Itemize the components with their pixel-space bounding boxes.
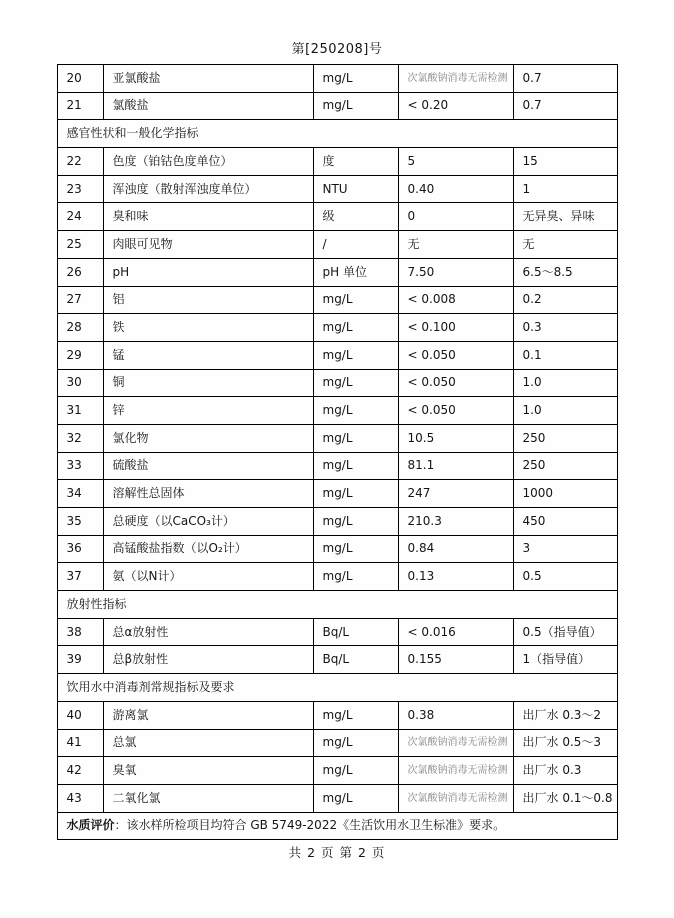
table-row bbox=[57, 784, 617, 812]
parameter-name-cell: 肉眼可见物 bbox=[103, 231, 313, 259]
table-row bbox=[57, 148, 617, 176]
value-cell: 5 bbox=[398, 148, 513, 176]
table-row bbox=[57, 618, 617, 646]
table-row bbox=[57, 92, 617, 120]
limit-cell: 0.2 bbox=[513, 286, 617, 314]
unit-cell: mg/L bbox=[313, 341, 398, 369]
value-cell: 7.50 bbox=[398, 258, 513, 286]
unit-cell: Bq/L bbox=[313, 618, 398, 646]
row-number-cell: 25 bbox=[57, 231, 103, 259]
limit-cell: 1 bbox=[513, 175, 617, 203]
row-number-cell: 28 bbox=[57, 314, 103, 342]
table-row bbox=[57, 341, 617, 369]
row-number-cell: 34 bbox=[57, 480, 103, 508]
table-row bbox=[57, 757, 617, 785]
row-number-cell: 35 bbox=[57, 508, 103, 536]
parameter-name-cell: 氨（以N计） bbox=[103, 563, 313, 591]
unit-cell: mg/L bbox=[313, 286, 398, 314]
table-row bbox=[57, 535, 617, 563]
parameter-name-cell: 色度（铂钴色度单位） bbox=[103, 148, 313, 176]
limit-cell: 250 bbox=[513, 424, 617, 452]
parameter-name-cell: 总氯 bbox=[103, 729, 313, 757]
unit-cell: mg/L bbox=[313, 729, 398, 757]
unit-cell: mg/L bbox=[313, 314, 398, 342]
unit-cell: mg/L bbox=[313, 369, 398, 397]
value-cell: 247 bbox=[398, 480, 513, 508]
limit-cell: 0.5（指导值） bbox=[513, 618, 617, 646]
table-row bbox=[57, 286, 617, 314]
unit-cell: mg/L bbox=[313, 397, 398, 425]
value-cell: 0.84 bbox=[398, 535, 513, 563]
table-row bbox=[57, 701, 617, 729]
limit-cell: 0.7 bbox=[513, 92, 617, 120]
value-cell: 次氯酸钠消毒无需检测 bbox=[398, 65, 513, 93]
table-row bbox=[57, 369, 617, 397]
row-number-cell: 23 bbox=[57, 175, 103, 203]
parameter-name-cell: 总β放射性 bbox=[103, 646, 313, 674]
limit-cell: 1（指导值） bbox=[513, 646, 617, 674]
limit-cell: 15 bbox=[513, 148, 617, 176]
table-row bbox=[57, 231, 617, 259]
limit-cell: 0.7 bbox=[513, 65, 617, 93]
row-number-cell: 27 bbox=[57, 286, 103, 314]
row-number-cell: 38 bbox=[57, 618, 103, 646]
table-row bbox=[57, 65, 617, 93]
table-row bbox=[57, 480, 617, 508]
table-row bbox=[57, 258, 617, 286]
section-header-row bbox=[57, 120, 617, 148]
value-cell: 0.38 bbox=[398, 701, 513, 729]
limit-cell: 6.5～8.5 bbox=[513, 258, 617, 286]
value-cell: 次氯酸钠消毒无需检测 bbox=[398, 784, 513, 812]
value-cell: < 0.050 bbox=[398, 341, 513, 369]
unit-cell: mg/L bbox=[313, 535, 398, 563]
limit-cell: 250 bbox=[513, 452, 617, 480]
parameter-name-cell: 亚氯酸盐 bbox=[103, 65, 313, 93]
table-row bbox=[57, 646, 617, 674]
table-row bbox=[57, 452, 617, 480]
row-number-cell: 22 bbox=[57, 148, 103, 176]
evaluation-cell bbox=[57, 812, 617, 840]
evaluation-label: 水质评价 bbox=[66, 818, 115, 833]
table-row bbox=[57, 729, 617, 757]
row-number-cell: 26 bbox=[57, 258, 103, 286]
limit-cell: 无 bbox=[513, 231, 617, 259]
limit-cell: 0.1 bbox=[513, 341, 617, 369]
parameter-name-cell: 氯化物 bbox=[103, 424, 313, 452]
unit-cell: Bq/L bbox=[313, 646, 398, 674]
unit-cell: mg/L bbox=[313, 757, 398, 785]
row-number-cell: 39 bbox=[57, 646, 103, 674]
table-row bbox=[57, 175, 617, 203]
results-table-body bbox=[57, 65, 617, 813]
unit-cell: / bbox=[313, 231, 398, 259]
water-quality-table bbox=[57, 64, 618, 840]
section-header-cell: 放射性指标 bbox=[57, 591, 617, 619]
table-row bbox=[57, 203, 617, 231]
unit-cell: mg/L bbox=[313, 92, 398, 120]
row-number-cell: 31 bbox=[57, 397, 103, 425]
value-cell: 0.40 bbox=[398, 175, 513, 203]
row-number-cell: 36 bbox=[57, 535, 103, 563]
parameter-name-cell: 硫酸盐 bbox=[103, 452, 313, 480]
section-header-cell: 饮用水中消毒剂常规指标及要求 bbox=[57, 674, 617, 702]
limit-cell: 1.0 bbox=[513, 397, 617, 425]
parameter-name-cell: 高锰酸盐指数（以O₂计） bbox=[103, 535, 313, 563]
row-number-cell: 21 bbox=[57, 92, 103, 120]
parameter-name-cell: 总硬度（以CaCO₃计） bbox=[103, 508, 313, 536]
page-number-footer: 共 2 页 第 2 页 bbox=[288, 845, 386, 861]
value-cell: < 0.016 bbox=[398, 618, 513, 646]
document-number-title: 第[250208]号 bbox=[291, 42, 383, 57]
parameter-name-cell: 锰 bbox=[103, 341, 313, 369]
row-number-cell: 30 bbox=[57, 369, 103, 397]
unit-cell: mg/L bbox=[313, 701, 398, 729]
table-row bbox=[57, 314, 617, 342]
limit-cell: 出厂水 0.3 bbox=[513, 757, 617, 785]
parameter-name-cell: pH bbox=[103, 258, 313, 286]
evaluation-row bbox=[57, 812, 617, 840]
row-number-cell: 43 bbox=[57, 784, 103, 812]
row-number-cell: 20 bbox=[57, 65, 103, 93]
limit-cell: 出厂水 0.5～3 bbox=[513, 729, 617, 757]
unit-cell: mg/L bbox=[313, 563, 398, 591]
table-row bbox=[57, 424, 617, 452]
unit-cell: mg/L bbox=[313, 784, 398, 812]
section-header-row bbox=[57, 674, 617, 702]
limit-cell: 450 bbox=[513, 508, 617, 536]
table-row bbox=[57, 508, 617, 536]
unit-cell: mg/L bbox=[313, 65, 398, 93]
value-cell: < 0.050 bbox=[398, 369, 513, 397]
parameter-name-cell: 二氧化氯 bbox=[103, 784, 313, 812]
limit-cell: 0.5 bbox=[513, 563, 617, 591]
value-cell: 0.13 bbox=[398, 563, 513, 591]
row-number-cell: 41 bbox=[57, 729, 103, 757]
unit-cell: mg/L bbox=[313, 480, 398, 508]
row-number-cell: 24 bbox=[57, 203, 103, 231]
value-cell: 次氯酸钠消毒无需检测 bbox=[398, 757, 513, 785]
value-cell: < 0.100 bbox=[398, 314, 513, 342]
row-number-cell: 42 bbox=[57, 757, 103, 785]
value-cell: 次氯酸钠消毒无需检测 bbox=[398, 729, 513, 757]
evaluation-text: ：该水样所检项目均符合 GB 5749-2022《生活饮用水卫生标准》要求。 bbox=[114, 818, 506, 833]
limit-cell: 出厂水 0.1～0.8 bbox=[513, 784, 617, 812]
parameter-name-cell: 溶解性总固体 bbox=[103, 480, 313, 508]
parameter-name-cell: 浑浊度（散射浑浊度单位） bbox=[103, 175, 313, 203]
value-cell: 0.155 bbox=[398, 646, 513, 674]
value-cell: < 0.008 bbox=[398, 286, 513, 314]
unit-cell: NTU bbox=[313, 175, 398, 203]
row-number-cell: 33 bbox=[57, 452, 103, 480]
value-cell: < 0.20 bbox=[398, 92, 513, 120]
parameter-name-cell: 铁 bbox=[103, 314, 313, 342]
parameter-name-cell: 铝 bbox=[103, 286, 313, 314]
table-row bbox=[57, 563, 617, 591]
parameter-name-cell: 铜 bbox=[103, 369, 313, 397]
value-cell: 10.5 bbox=[398, 424, 513, 452]
value-cell: < 0.050 bbox=[398, 397, 513, 425]
row-number-cell: 32 bbox=[57, 424, 103, 452]
row-number-cell: 40 bbox=[57, 701, 103, 729]
unit-cell: pH 单位 bbox=[313, 258, 398, 286]
parameter-name-cell: 锌 bbox=[103, 397, 313, 425]
limit-cell: 0.3 bbox=[513, 314, 617, 342]
value-cell: 0 bbox=[398, 203, 513, 231]
parameter-name-cell: 游离氯 bbox=[103, 701, 313, 729]
unit-cell: mg/L bbox=[313, 508, 398, 536]
unit-cell: 级 bbox=[313, 203, 398, 231]
limit-cell: 无异臭、异味 bbox=[513, 203, 617, 231]
limit-cell: 1000 bbox=[513, 480, 617, 508]
value-cell: 81.1 bbox=[398, 452, 513, 480]
parameter-name-cell: 臭和味 bbox=[103, 203, 313, 231]
evaluation-table-body bbox=[57, 812, 617, 840]
unit-cell: mg/L bbox=[313, 452, 398, 480]
limit-cell: 出厂水 0.3～2 bbox=[513, 701, 617, 729]
unit-cell: 度 bbox=[313, 148, 398, 176]
section-header-cell: 感官性状和一般化学指标 bbox=[57, 120, 617, 148]
parameter-name-cell: 氯酸盐 bbox=[103, 92, 313, 120]
parameter-name-cell: 总α放射性 bbox=[103, 618, 313, 646]
limit-cell: 1.0 bbox=[513, 369, 617, 397]
value-cell: 210.3 bbox=[398, 508, 513, 536]
parameter-name-cell: 臭氧 bbox=[103, 757, 313, 785]
unit-cell: mg/L bbox=[313, 424, 398, 452]
value-cell: 无 bbox=[398, 231, 513, 259]
limit-cell: 3 bbox=[513, 535, 617, 563]
row-number-cell: 29 bbox=[57, 341, 103, 369]
section-header-row bbox=[57, 591, 617, 619]
row-number-cell: 37 bbox=[57, 563, 103, 591]
table-row bbox=[57, 397, 617, 425]
